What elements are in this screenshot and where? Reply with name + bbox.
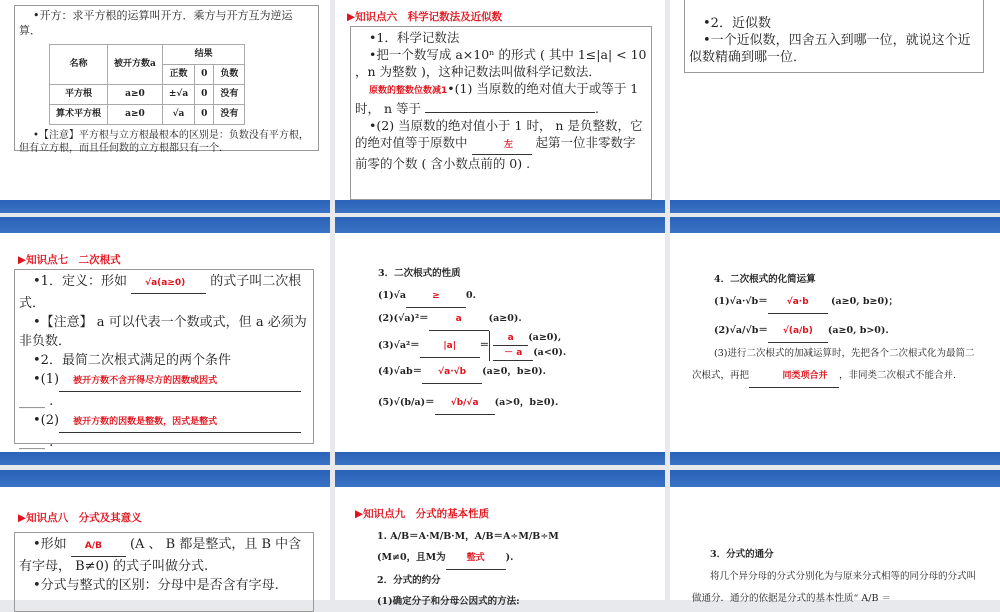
section-title: ▶知识点九 分式的基本性质 — [355, 508, 490, 520]
header-result: 结果 — [162, 45, 245, 65]
formula: 1. A/B＝A·M/B·M，A/B＝A÷M/B÷M — [377, 531, 559, 542]
line: (3)进行二次根式的加减运算时，先把各个二次根式化为最简二次根式，再把 同类项合并 ，非同类二次根式不能合并. — [692, 343, 982, 388]
line: (5)√(b/a)＝ √b/√a (a>0，b≥0). — [378, 392, 566, 415]
header-negative: 负数 — [214, 65, 245, 85]
content-box — [350, 26, 652, 200]
answer-text: 被开方数不含开得尽方的因数或因式 — [73, 376, 218, 386]
slide-footer-bar — [670, 452, 1000, 465]
slide-thumbnail-1[interactable] — [0, 0, 330, 213]
content-box — [684, 0, 984, 73]
content-box — [14, 532, 314, 612]
slide-thumbnail-4[interactable] — [0, 217, 330, 465]
line: •1．定义：形如 √a(a≥0) 的式子叫二次根式． — [19, 274, 302, 311]
line: •形如 A/B (A 、 B 都是整式，且 B 中含有字母， B≠0) 的式子叫做分式. — [19, 537, 302, 574]
line: (2)√a/√b＝ √(a/b) (a≥0, b>0). — [692, 320, 982, 343]
slide-header-bar — [335, 470, 665, 487]
line: (2)(√a)²＝ a (a≥0). — [378, 308, 566, 331]
slide-thumbnail-3[interactable] — [670, 0, 1000, 213]
slide-thumbnail-2[interactable] — [335, 0, 665, 213]
slide-thumbnail-6[interactable] — [670, 217, 1000, 465]
slide-header-bar — [670, 470, 1000, 487]
properties-block — [378, 263, 566, 415]
content-box — [14, 5, 319, 154]
common-denominator-block — [692, 544, 984, 610]
heading: 2．分式的约分 — [377, 575, 441, 586]
heading: 3．分式的通分 — [710, 549, 774, 560]
simplification-block — [692, 269, 982, 388]
slide-header-bar — [0, 217, 330, 233]
line: •分式与整式的区别：分母中是否含有字母. — [33, 578, 279, 593]
header-name: 名称 — [50, 45, 108, 85]
line: •2．最简二次根式满足的两个条件 — [33, 353, 231, 368]
header-zero: 0 — [195, 65, 214, 85]
line: (M≠0，且M为 整式 ). — [377, 547, 559, 570]
slide-thumbnail-5[interactable] — [335, 217, 665, 465]
intro-text: •开方：求平方根的运算叫开方．乘方与开方互为逆运算． — [19, 9, 293, 37]
answer-text: 原数的整数位数减1 — [369, 86, 448, 96]
fraction-properties — [377, 526, 559, 612]
line: •2．近似数 — [703, 16, 771, 31]
line: •【注意】 a 可以代表一个数或式，但 a 必须为非负数． — [19, 315, 307, 349]
line: •把一个数写成 a×10ⁿ 的形式 ( 其中 1≤|a| < 10 ，n 为整数 )，这种记数法叫做科学记数法． — [355, 47, 647, 79]
slide-footer-bar — [335, 200, 665, 213]
slide-thumbnail-7[interactable] — [0, 470, 330, 600]
line: (1)√a·√b＝ √a·b (a≥0, b≥0)； — [692, 291, 982, 314]
section-title: ▶知识点八 分式及其意义 — [18, 512, 142, 524]
line: (3)√a²＝ |a| ＝ a (a≥0), － a (a<0). — [378, 331, 566, 361]
slide-footer-bar — [0, 452, 330, 465]
square-root-table — [49, 44, 245, 125]
line: (1)确定分子和分母公因式的方法: — [377, 596, 520, 607]
answer-text: 被开方数的因数是整数，因式是整式 — [73, 417, 218, 427]
line: (4)√ab＝ √a·√b (a≥0，b≥0). — [378, 361, 566, 384]
header-radicand: 被开方数a — [108, 45, 163, 85]
slide-thumbnail-8[interactable] — [335, 470, 665, 607]
answer-text: 左 — [503, 140, 513, 150]
heading: 3．二次根式的性质 — [378, 268, 461, 279]
section-title: ▶知识点七 二次根式 — [18, 254, 121, 266]
line: (1)√a ≥ 0. — [378, 285, 566, 308]
line: •(2) 被开方数的因数是整数，因式是整式 — [19, 411, 309, 433]
line: 原数的整数位数减1•(1) 当原数的绝对值大于或等于 1 时， n 等于 . — [355, 81, 639, 116]
slide-header-bar — [335, 217, 665, 233]
slide-footer-bar — [0, 200, 330, 213]
slide-header-bar — [670, 217, 1000, 233]
table-row: 算术平方根 a≥0 √a 0 没有 — [50, 105, 245, 125]
content-box: •1．定义：形如 √a(a≥0) 的式子叫二次根式． •【注意】 a 可以代表一个数或式，但 a 必须为非负数． •2．最简二次根式满足的两个条件 •(1) 被开方数不含开得尽方的因数或因式 ____ . •(2) 被开方数的因数是整数，因式是整式 ____ . — [14, 269, 314, 444]
answer-text: √a(a≥0) — [145, 278, 186, 288]
line: •一个近似数，四舍五入到哪一位，就说这个近似数精确到哪一位． — [689, 33, 971, 65]
slide-thumbnail-9[interactable] — [670, 470, 1000, 604]
slide-footer-bar — [335, 452, 665, 465]
line: •(2) 当原数的绝对值小于 1 时， n 是负整数，它的绝对值等于原数中 左 起第一位非零数字前零的个数 ( 含小数点前的 0) . — [355, 118, 643, 171]
slide-header-bar — [0, 470, 330, 487]
heading: 4．二次根式的化简运算 — [714, 274, 816, 285]
header-positive: 正数 — [162, 65, 194, 85]
line: •1．科学记数法 — [369, 30, 460, 45]
line: 将几个异分母的分式分别化为与原来分式相等的同分母的分式叫做通分．通分的依据是分式的基本性质“ A/B ＝ — [692, 571, 977, 604]
answer-text: A/B — [84, 541, 102, 551]
line: •(1) 被开方数不含开得尽方的因数或因式 — [19, 370, 309, 392]
slide-footer-bar — [670, 200, 1000, 213]
note-text: •【注意】平方根与立方根最根本的区别是：负数没有平方根，但有立方根，而且任何数的立方根都只有一个． — [19, 130, 309, 154]
table-row: 平方根 a≥0 ±√a 0 没有 — [50, 85, 245, 105]
section-title: ▶知识点六 科学记数法及近似数 — [347, 11, 503, 23]
